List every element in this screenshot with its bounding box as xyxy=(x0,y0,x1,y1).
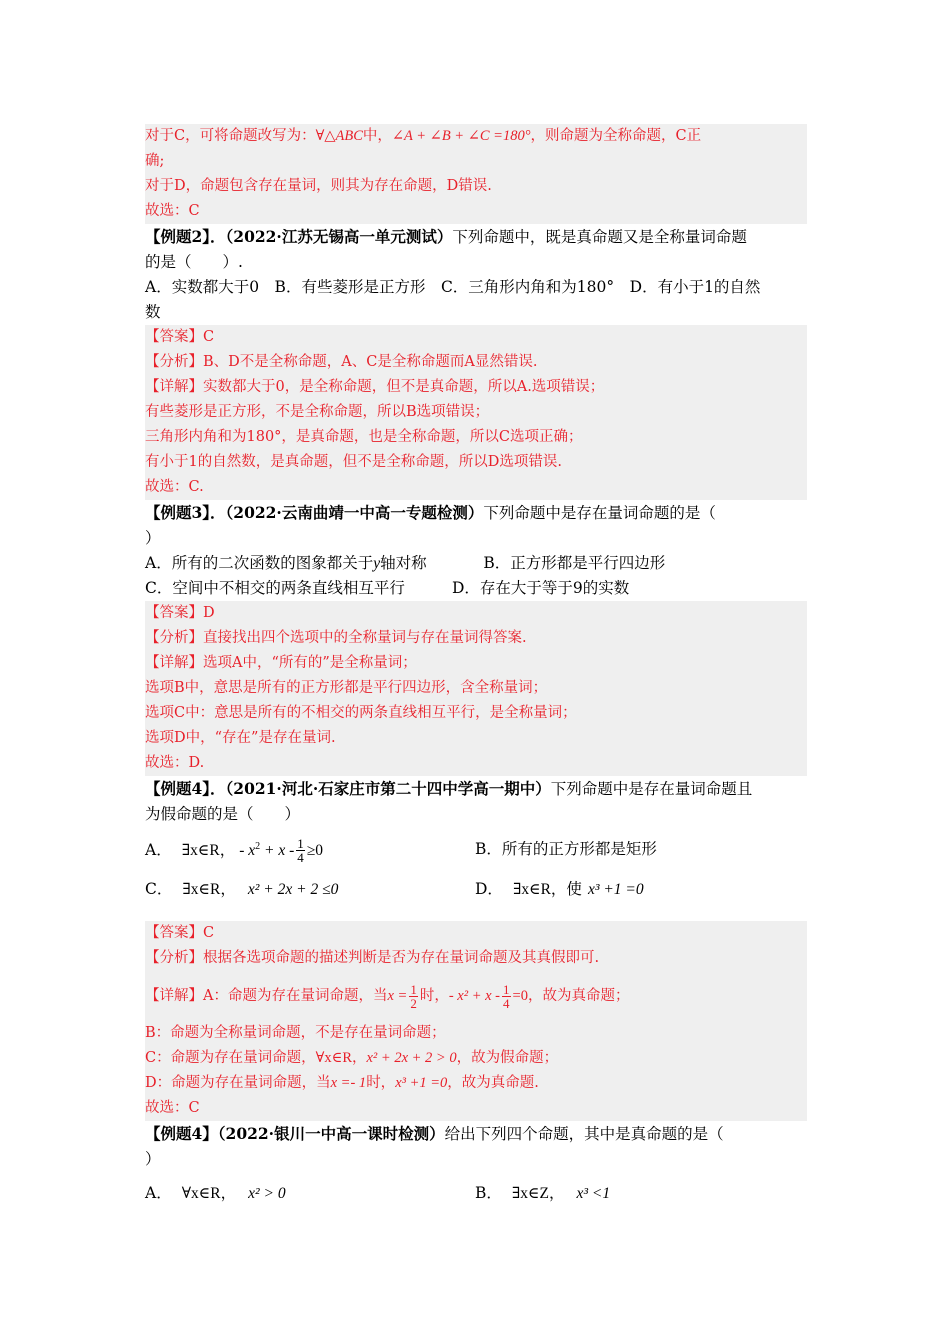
solution-line: 故选：C xyxy=(145,203,200,219)
option-d: D．存在大于等于9的实数 xyxy=(452,579,630,597)
option-d: D． ∃x∈R，使 x³ +1 =0 xyxy=(475,879,644,898)
detail: 有些菱形是正方形，不是全称命题，所以B选项错误； xyxy=(145,404,490,420)
solution-line: 对于C，可将命题改写为：∀△ABC中，∠A + ∠B + ∠C =180°，则命题为全称命题，C正 xyxy=(145,128,702,144)
solution-line: 对于D，命题包含存在量词，则其为存在命题，D错误. xyxy=(145,178,492,194)
detail: 【详解】选项A中，“所有的”是全称量词； xyxy=(145,655,417,671)
question-stem: 【例题2】．（2022·江苏无锡高一单元测试）下列命题中，既是真命题又是全称量词命题 xyxy=(145,227,747,246)
question-stem: ） xyxy=(145,529,161,547)
question-options: A．实数都大于0 B．有些菱形是正方形 C．三角形内角和为180° D．有小于1的自然 xyxy=(145,278,761,296)
option-row xyxy=(145,1172,807,1214)
answer: 【答案】D xyxy=(145,605,215,621)
option-b: B．正方形都是平行四边形 xyxy=(483,554,666,572)
detail: B：命题为全称量词命题，不是存在量词命题； xyxy=(145,1025,446,1041)
question-3 xyxy=(145,500,807,601)
question-stem: 【例题4】．（2021·河北·石家庄市第二十四中学高一期中）下列命题中是存在量词命题且 xyxy=(145,779,753,798)
solution-block-q4 xyxy=(145,921,807,1121)
option-c: C．空间中不相交的两条直线相互平行 xyxy=(145,579,405,597)
question-stem: 的是（ ）. xyxy=(145,253,243,271)
solution-block-q2 xyxy=(145,325,807,500)
math-expr: ∠A + ∠B + ∠C =180° xyxy=(391,128,531,144)
option-a: A．所有的二次函数的图象都关于y轴对称 xyxy=(145,554,427,572)
option-a: A． ∃x∈R， - $x^2 + x$ - $\frac{1}{4}$ ≥0 xyxy=(145,836,324,866)
question-4 xyxy=(145,776,807,907)
question-options: 数 xyxy=(145,303,161,321)
detail: 三角形内角和为180°，是真命题，也是全称命题，所以C选项正确； xyxy=(145,429,583,445)
analysis: 【分析】根据各选项命题的描述判断是否为存在量词命题及其真假即可. xyxy=(145,950,600,966)
answer: 【答案】C xyxy=(145,925,215,941)
math-expr: ∀△ABC xyxy=(315,128,363,144)
detail: 故选：C xyxy=(145,1100,200,1116)
question-stem: 【例题4】（2022·银川一中高一课时检测）给出下列四个命题，其中是真命题的是（ xyxy=(145,1124,724,1143)
solution-block-prev xyxy=(145,124,807,224)
detail: 【详解】实数都大于0，是全称命题，但不是真命题，所以A.选项错误； xyxy=(145,379,605,395)
question-stem: 为假命题的是（ ） xyxy=(145,805,301,823)
analysis: 【分析】B、D不是全称命题，A、C是全称命题而A显然错误. xyxy=(145,354,538,370)
question-stem: ） xyxy=(145,1150,161,1168)
option-row xyxy=(145,827,807,871)
detail: 选项C中：意思是所有的不相交的两条直线相互平行，是全称量词； xyxy=(145,705,577,721)
detail: 【详解】A：命题为存在量词命题，当x = $\frac{1}{2}$ 时，- x² + x - $\frac{1}{4}$ =0，故为真命题； xyxy=(145,981,630,1011)
option-a: A． ∀x∈R， x² > 0 xyxy=(145,1183,286,1202)
question-5 xyxy=(145,1121,807,1214)
detail: 有小于1的自然数，是真命题，但不是全称命题，所以D选项错误. xyxy=(145,454,562,470)
option-row xyxy=(145,576,807,601)
question-stem: 【例题3】．（2022·云南曲靖一中高一专题检测）下列命题中是存在量词命题的是（ xyxy=(145,503,716,522)
detail: 故选：C. xyxy=(145,479,204,495)
detail: C：命题为存在量词命题，∀x∈R，x² + 2x + 2 > 0，故为假命题； xyxy=(145,1050,559,1066)
option-c: C． ∃x∈R， x² + 2x + 2 ≤0 xyxy=(145,879,339,898)
solution-line: 确; xyxy=(145,153,165,169)
detail: 选项B中，意思是所有的正方形都是平行四边形，含全称量词； xyxy=(145,680,548,696)
detail: 选项D中，“存在”是存在量词. xyxy=(145,730,336,746)
solution-block-q3 xyxy=(145,601,807,776)
answer: 【答案】C xyxy=(145,329,215,345)
option-row xyxy=(145,871,807,907)
option-b: B． ∃x∈Z， x³ <1 xyxy=(475,1183,611,1202)
question-2 xyxy=(145,224,807,325)
detail: D：命题为存在量词命题，当x =- 1时，x³ +1 =0，故为真命题. xyxy=(145,1075,539,1091)
document-page xyxy=(145,124,807,1214)
detail: 故选：D. xyxy=(145,755,205,771)
option-row xyxy=(145,551,807,576)
option-b: B．所有的正方形都是矩形 xyxy=(475,839,657,858)
analysis: 【分析】直接找出四个选项中的全称量词与存在量词得答案. xyxy=(145,630,527,646)
